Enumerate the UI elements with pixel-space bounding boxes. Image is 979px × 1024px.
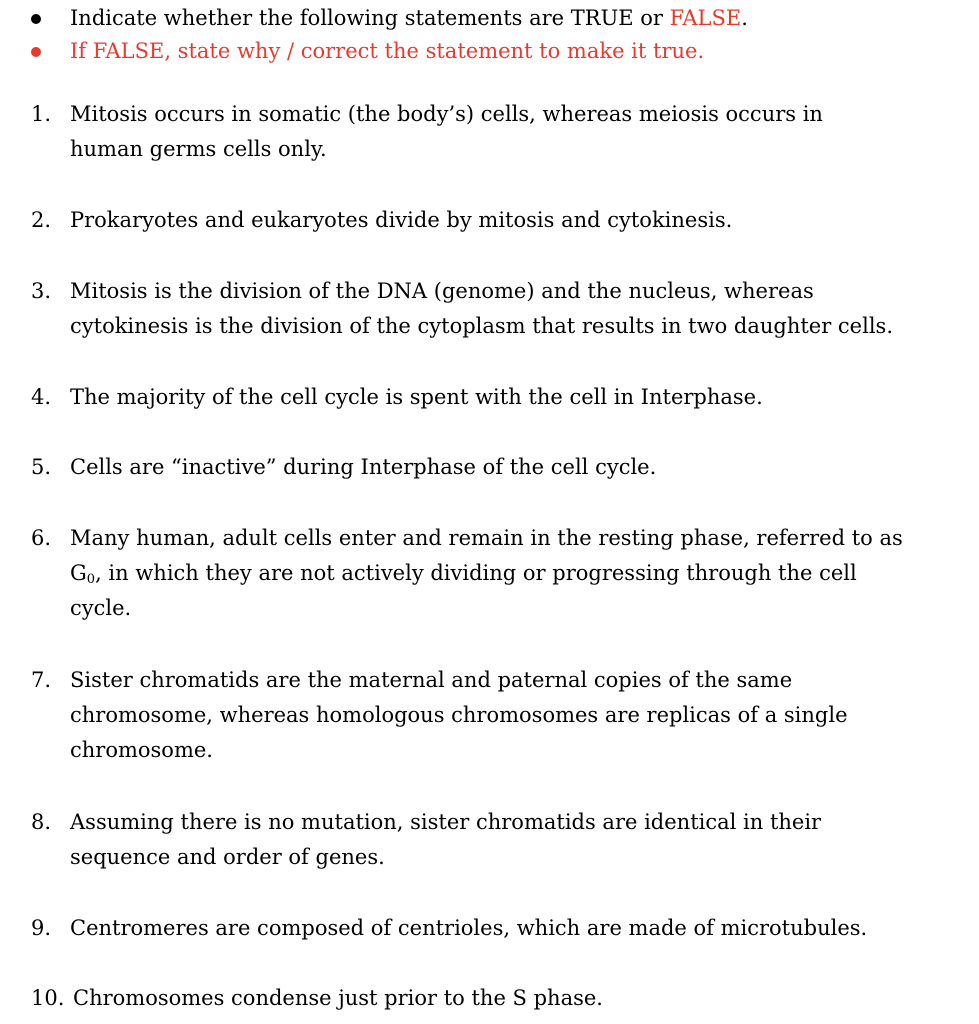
question-number: 1. xyxy=(31,102,52,126)
question-text: Assuming there is no mutation, sister chromatids are identical in their sequence and order of genes. xyxy=(70,810,822,869)
instruction-item-correct xyxy=(0,35,979,68)
bullet-icon xyxy=(31,47,41,57)
question-number: 7. xyxy=(31,668,52,692)
bullet-icon xyxy=(31,14,41,24)
question-text: Mitosis occurs in somatic (the body’s) cells, whereas meiosis occurs in human germs cells only. xyxy=(70,102,823,161)
question-text: Mitosis is the division of the DNA (genome) and the nucleus, whereas cytokinesis is the division of the cytoplasm that results in two daughter cells. xyxy=(70,279,893,338)
question-number: 5. xyxy=(31,455,52,479)
question-text: The majority of the cell cycle is spent with the cell in Interphase. xyxy=(70,385,763,409)
question-text: Centromeres are composed of centrioles, which are made of microtubules. xyxy=(70,916,868,940)
question-text: Sister chromatids are the maternal and paternal copies of the same chromosome, whereas homologous chromosomes are replicas of a single chromosome. xyxy=(70,668,848,762)
instruction-text: Indicate whether the following statements are TRUE or FALSE. xyxy=(70,6,748,30)
question-text: Many human, adult cells enter and remain in the resting phase, referred to as $G_0$, in which they are not actively dividing or progressing through the cell cycle. xyxy=(70,526,903,620)
instruction-text: If FALSE, state why / correct the statement to make it true. xyxy=(70,39,705,63)
question-number: 2. xyxy=(31,208,52,232)
question-text: Cells are “inactive” during Interphase of the cell cycle. xyxy=(70,455,657,479)
question-text: Chromosomes condense just prior to the S phase. xyxy=(73,986,603,1010)
instructions-list xyxy=(0,2,979,68)
question-number: 3. xyxy=(31,279,52,303)
question-number: 6. xyxy=(31,526,52,550)
question-number: 4. xyxy=(31,385,52,409)
instruction-item-true-false xyxy=(0,2,979,35)
question-number: 8. xyxy=(31,810,52,834)
question-number: 10. xyxy=(31,986,65,1010)
question-number: 9. xyxy=(31,916,52,940)
question-text: Prokaryotes and eukaryotes divide by mitosis and cytokinesis. xyxy=(70,208,733,232)
